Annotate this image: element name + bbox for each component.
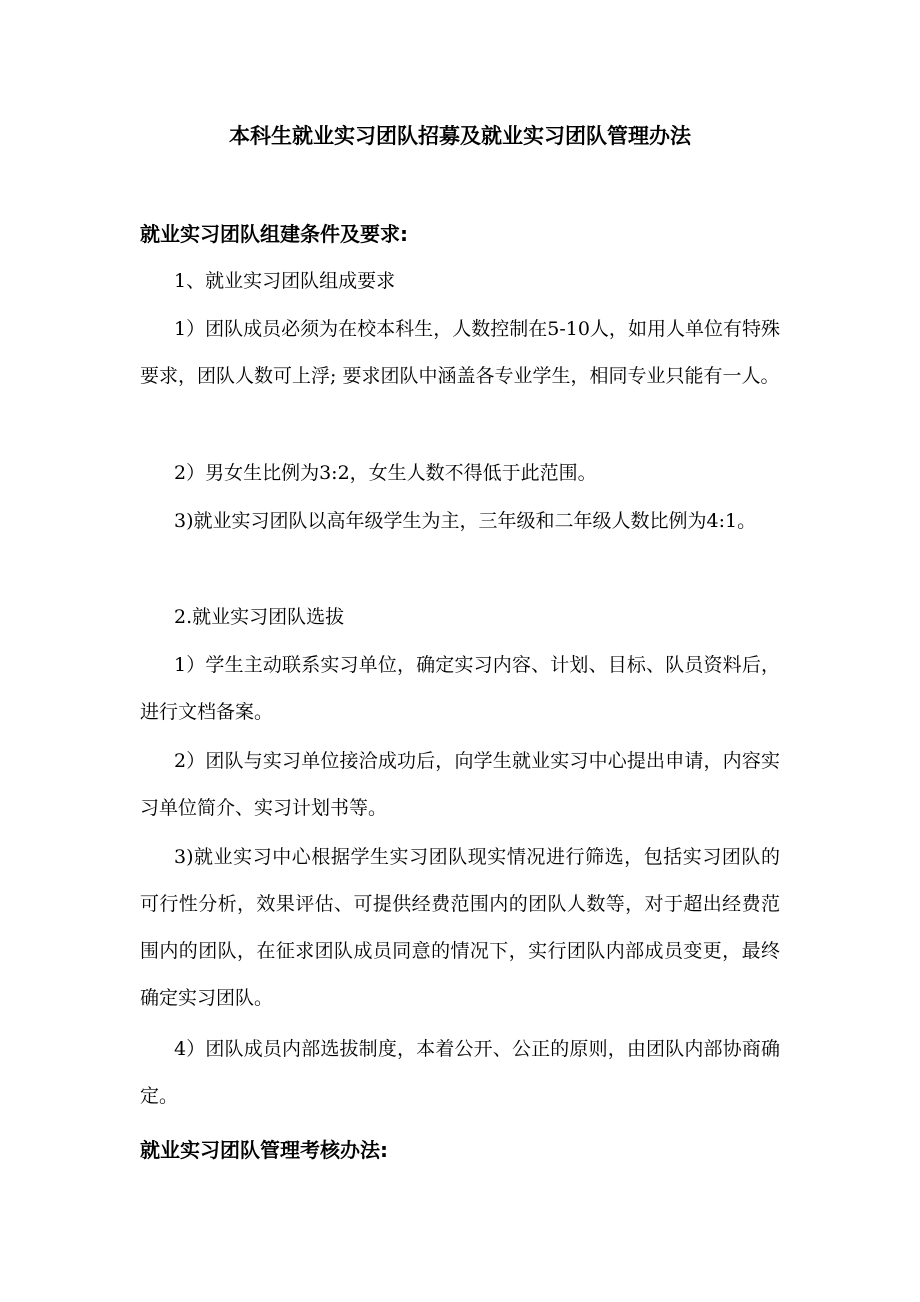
item-heading-composition: 1、就业实习团队组成要求 [174,270,396,292]
paragraph-gender-ratio: 2）男女生比例为3:2，女生人数不得低于此范围。 [174,462,597,484]
paragraph-apply: 2）团队与实习单位接洽成功后，向学生就业实习中心提出申请，内容实习单位简介、实习计划书等。 [140,750,780,819]
document-title: 本科生就业实习团队招募及就业实习团队管理办法 [229,124,691,148]
paragraph-internal-selection: 4）团队成员内部选拔制度，本着公开、公正的原则，由团队内部协商确定。 [140,1038,780,1107]
paragraph-contact-unit: 1）学生主动联系实习单位，确定实习内容、计划、目标、队员资料后，进行文档备案。 [140,654,780,723]
section-heading-formation: 就业实习团队组建条件及要求: [140,222,408,246]
section-heading-management: 就业实习团队管理考核办法: [140,1138,388,1162]
item-heading-selection: 2.就业实习团队选拔 [174,606,345,628]
paragraph-screening: 3)就业实习中心根据学生实习团队现实情况进行筛选，包括实习团队的可行性分析，效果评估、可提供经费范围内的团队人数等，对于超出经费范围内的团队，在征求团队成员同意的情况下，实行团队内部成员变更，最终确定实习团队。 [140,846,780,1009]
paragraph-grade-ratio: 3)就业实习团队以高年级学生为主，三年级和二年级人数比例为4:1。 [174,510,757,532]
paragraph-team-size: 1）团队成员必须为在校本科生，人数控制在5-10人，如用人单位有特殊要求，团队人数可上浮; 要求团队中涵盖各专业学生，相同专业只能有一人。 [140,318,780,387]
